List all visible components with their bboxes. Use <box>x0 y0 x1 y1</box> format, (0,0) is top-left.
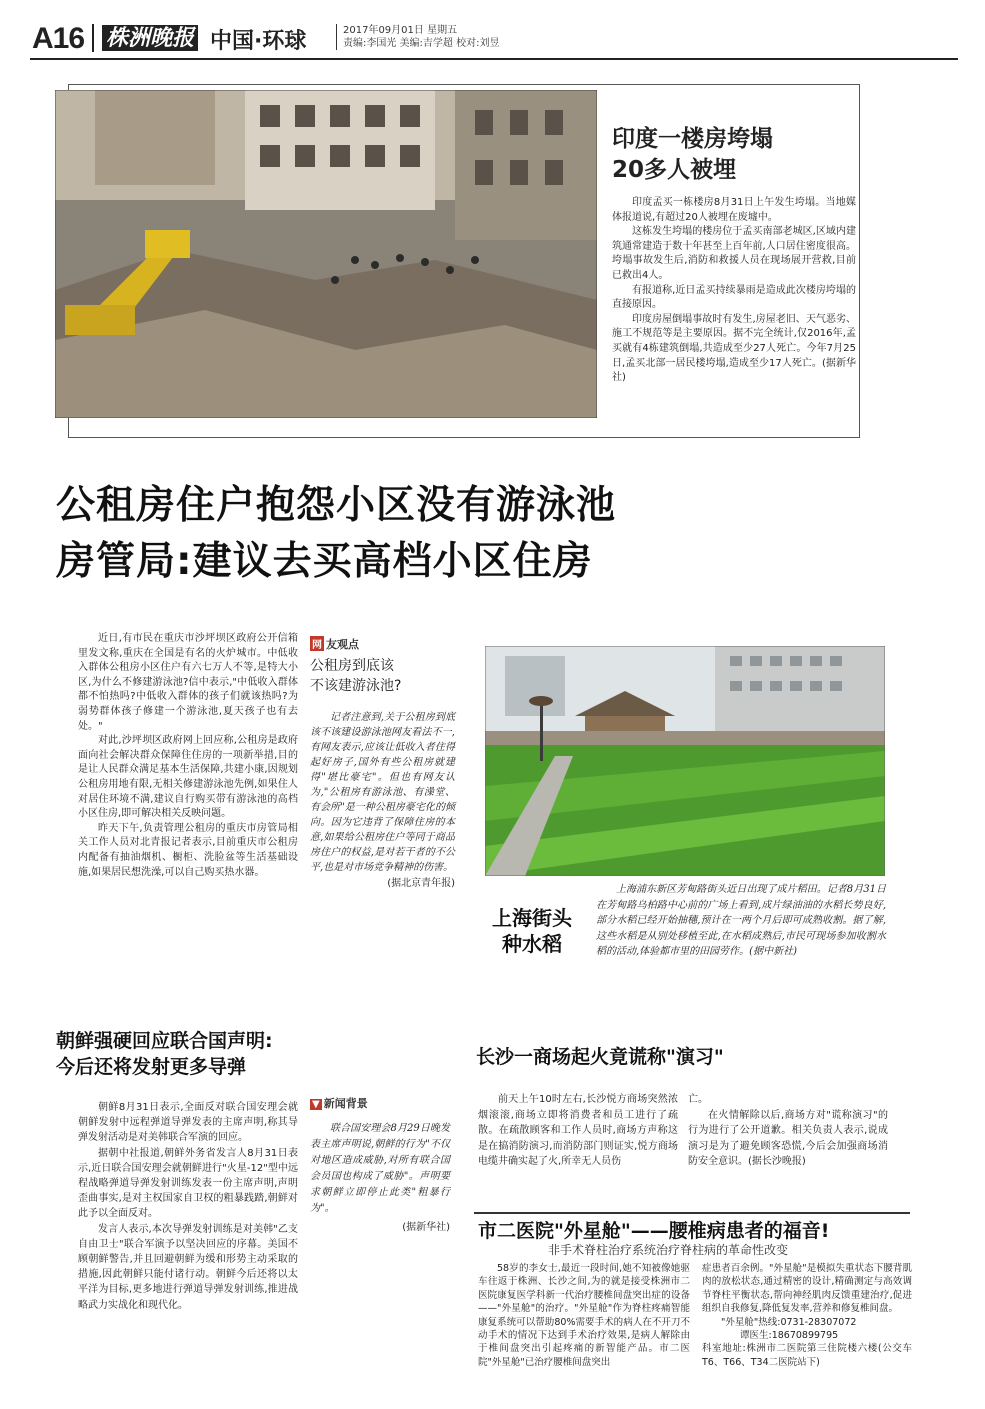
story5-paragraph: 在火情解除以后,商场方对"谎称演习"的行为进行了公开道歉。相关负责人表示,说成演习是为了避免顾客恐慌,今后会加强商场消防安全意识。(据长沙晚报) <box>688 1109 888 1167</box>
ad-contact-label: 谭医生: <box>740 1330 772 1342</box>
ad-body-col1 <box>478 1262 690 1369</box>
story3-headline-line1: 上海街头 <box>492 906 572 930</box>
story5-body-col1 <box>478 1092 678 1170</box>
story2-paragraph: 昨天下午,负责管理公租房的重庆市房管局相关工作人员对北青报记者表示,目前重庆市公租房内配备有抽油烟机、橱柜、洗脸盆等生活基础设施,如果居民想洗澡,可以自己购买热水器。 <box>78 822 298 878</box>
ad-address: 科室地址:株洲市二医院第三住院楼六楼(公交车T6、T66、T34二医院站下) <box>702 1343 912 1368</box>
ad-body-col2 <box>702 1262 912 1369</box>
netizen-comment-text <box>310 710 455 875</box>
ad-contact <box>702 1329 912 1342</box>
story4-headline-line1: 朝鲜强硬回应联合国声明: <box>56 1030 273 1052</box>
story1-headline-line1: 印度一楼房垮塌 <box>612 126 773 152</box>
story4-paragraph: 据朝中社报道,朝鲜外务省发言人8月31日表示,近日联合国安理会就朝鲜进行"火星-12"型中远程战略弹道导弹发射训练发表一份主席声明,声明歪曲事实,是对主权国家自卫权的粗暴践踏,朝鲜对此予以全面反对。 <box>78 1147 298 1220</box>
ad-headline: 市二医院"外星舱"——腰椎病患者的福音! <box>478 1220 830 1242</box>
netizen-comment-title-line2: 不该建游泳池? <box>310 678 402 694</box>
netizen-comment-box <box>310 636 455 892</box>
story1-headline <box>612 124 773 186</box>
netizen-comment-source: (据北京青年报) <box>387 878 455 889</box>
header-divider <box>92 24 94 52</box>
story2-headline-line1: 公租房住户抱怨小区没有游泳池 <box>56 483 617 528</box>
story3-headline-line2: 种水稻 <box>502 932 562 956</box>
header-meta <box>336 24 499 50</box>
ad-top-rule <box>474 1212 910 1214</box>
section-title: 中国·环球 <box>210 29 307 54</box>
header-rule <box>30 58 958 60</box>
netizen-comment-title-line1: 公租房到底该 <box>310 658 394 674</box>
collapse-photo-illustration <box>55 90 597 418</box>
ad-paragraph: 症患者百余例。"外星舱"是模拟失重状态下腰背肌肉的放松状态,通过精密的设计,精确测定与高效调节脊柱平衡状态,帮向神经肌肉反馈重建治疗,促进组织自我修复,降低复发率,营养和修复椎间盘。 <box>702 1263 912 1315</box>
story4-paragraph: 朝鲜8月31日表示,全面反对联合国安理会就朝鲜发射中远程弹道导弹发表的主席声明,称其导弹发射活动是对美韩联合军演的回应。 <box>78 1102 298 1144</box>
story1-paragraph: 印度房屋倒塌事故时有发生,房屋老旧、天气恶劣、施工不规范等是主要原因。据不完全统计,仅2016年,孟买就有4栋建筑倒塌,共造成至少27人死亡。今年7月25日,孟买北部一居民楼垮塌,造成至少17人死亡。(据新华社) <box>612 313 856 384</box>
news-background-box <box>310 1095 450 1236</box>
story1-paragraph: 有报道称,近日孟买持续暴雨是造成此次楼房垮塌的直接原因。 <box>612 284 856 311</box>
ad-hotline-label: "外星舱"热线: <box>721 1316 781 1328</box>
story4-paragraph: 发言人表示,本次导弹发射训练是对美韩"乙支自由卫士"联合军演予以坚决回应的序幕。美国不顾朝鲜警告,并且回避朝鲜为缓和形势主动采取的措施,因此朝鲜只能付诸行动。朝鲜今后还将以太平洋为目标,更多地进行弹道导弹发射训练,推进战略武力实战化和现代化。 <box>78 1223 298 1311</box>
ad-paragraph: 58岁的李女士,最近一段时间,她不知被像她驱车往返于株洲、长沙之间,为的就是接受株洲市二医院康复医学科新一代治疗腰椎间盘突出症的设备——"外星舱"的治疗。"外星舱"作为脊柱疼痛智能康复系统可以帮助80%需要手术的病人在不开刀不动手术的情况下达到手术治疗效果,是病人解除由于椎间盘突出引起疼痛的新智能产品。市二医院"外星舱"已治疗腰椎间盘突出 <box>478 1263 690 1368</box>
rice-field-photo <box>485 646 885 876</box>
story5-headline: 长沙一商场起火竟谎称"演习" <box>476 1046 724 1068</box>
story1-headline-line2: 20多人被埋 <box>612 157 737 183</box>
story3-caption-text: 上海浦东新区芳甸路街头近日出现了成片稻田。记者8月31日在芳甸路乌柏路中心前的广场上看到,成片绿油油的水稻长势良好,部分水稻已经开始抽穗,预计在一两个月后即可成熟收割。据了解,这些水稻是从别处移植至此,在水稻成熟后,市民可现场参加收割水稻的活动,体验都市里的田园劳作。(据中新社) <box>596 884 886 957</box>
news-background-tag <box>310 1095 450 1111</box>
netizen-tag-mark: 网 <box>310 636 324 651</box>
story1-body <box>612 196 856 386</box>
editor-credits: 责编:李国光 美编:吉学超 校对:刘昱 <box>343 38 500 49</box>
news-background-text <box>310 1121 450 1217</box>
ad-subheadline: 非手术脊柱治疗系统治疗脊柱病的革命性改变 <box>548 1243 789 1257</box>
issue-date: 2017年09月01日 星期五 <box>343 25 458 36</box>
news-background-paragraph: 联合国安理会8月29日晚发表主席声明说,朝鲜的行为"不仅对地区造成威胁,对所有联合国会员国也构成了威胁"。声明要求朝鲜立即停止此类"粗暴行为"。 <box>310 1123 450 1214</box>
story5-body-col2 <box>688 1092 888 1170</box>
netizen-comment-title <box>310 656 455 696</box>
netizen-tag-label: 友观点 <box>326 638 359 651</box>
story2-body <box>78 632 298 880</box>
story1-paragraph: 这栋发生垮塌的楼房位于孟买南部老城区,区域内建筑通常建造于数十年甚至上百年前,人口居住密度很高。垮塌事故发生后,消防和救援人员在现场展开营救,目前已救出4人。 <box>612 226 856 281</box>
story5-paragraph: 前天上午10时左右,长沙悦方商场突然浓烟滚滚,商场立即将消费者和员工进行了疏散。在疏散顾客和工作人员时,商场方声称这是在搞消防演习,而消防部门则证实,悦方商场电缆井确实起了火,所幸无人员伤 <box>478 1094 678 1167</box>
ad-hotline <box>702 1316 912 1329</box>
netizen-comment-paragraph: 记者注意到,关于公租房到底该不该建设游泳池网友看法不一,有网友表示,应该让低收入者住得起好房子,国外有些公租房就建得"堪比豪宅"。但也有网友认为,"公租房有游泳池、有澡堂、有会所"是一种公租房豪宅化的倾向。因为它违背了保障住房的本意,如果给公租房住户等同于商品房住户的权益,是对若干者的不公平,也是对市场竞争精神的伤害。 <box>310 712 455 873</box>
story2-paragraph: 近日,有市民在重庆市沙坪坝区政府公开信箱里发文称,重庆在全国是有名的火炉城市。中低收入群体公租房小区住户有六七万人不等,是特大小区,为什么不修建游泳池?信中表示,"中低收入群体都不怕热吗?中低收入群体的孩子们就该热吗?为弱势群体孩子修建一个游泳池,夏天孩子也有去处。" <box>78 633 298 732</box>
story2-headline-line2: 房管局:建议去买高档小区住房 <box>56 539 593 584</box>
story1-paragraph: 印度孟买一栋楼房8月31日上午发生垮塌。当地媒体报道说,有超过20人被埋在废墟中。 <box>612 197 856 223</box>
story3-headline <box>484 905 580 957</box>
story4-body <box>78 1100 298 1313</box>
story4-headline-line2: 今后还将发射更多导弹 <box>56 1056 247 1078</box>
rice-field-illustration <box>485 646 885 876</box>
collapse-photo <box>55 90 597 418</box>
story2-paragraph: 对此,沙坪坝区政府网上回应称,公租房是政府面向社会解决群众保障住住房的一项新举措,目的是让人民群众满足基本生活保障,共建小康,因规划公租房用地有限,无相关修建游泳池先例,如果住人对居住环境不满,建议自行购买带有游泳池的高档小区住房,即可解决相关反映问题。 <box>78 735 298 820</box>
newspaper-logo: 株洲晚报 <box>102 25 198 51</box>
story5-paragraph: 亡。 <box>688 1094 708 1105</box>
red-marker-icon: ▼ <box>312 1099 320 1110</box>
story4-headline <box>56 1028 273 1080</box>
news-background-label: 新闻背景 <box>323 1097 368 1110</box>
netizen-comment-tag <box>310 636 455 652</box>
news-background-source: (据新华社) <box>402 1222 450 1233</box>
story2-headline <box>56 478 616 590</box>
ad-contact-number: 18670899795 <box>771 1330 839 1342</box>
ad-hotline-number: 0731-28307072 <box>780 1316 857 1328</box>
story3-caption <box>596 882 886 960</box>
page-number: A16 <box>32 22 85 55</box>
